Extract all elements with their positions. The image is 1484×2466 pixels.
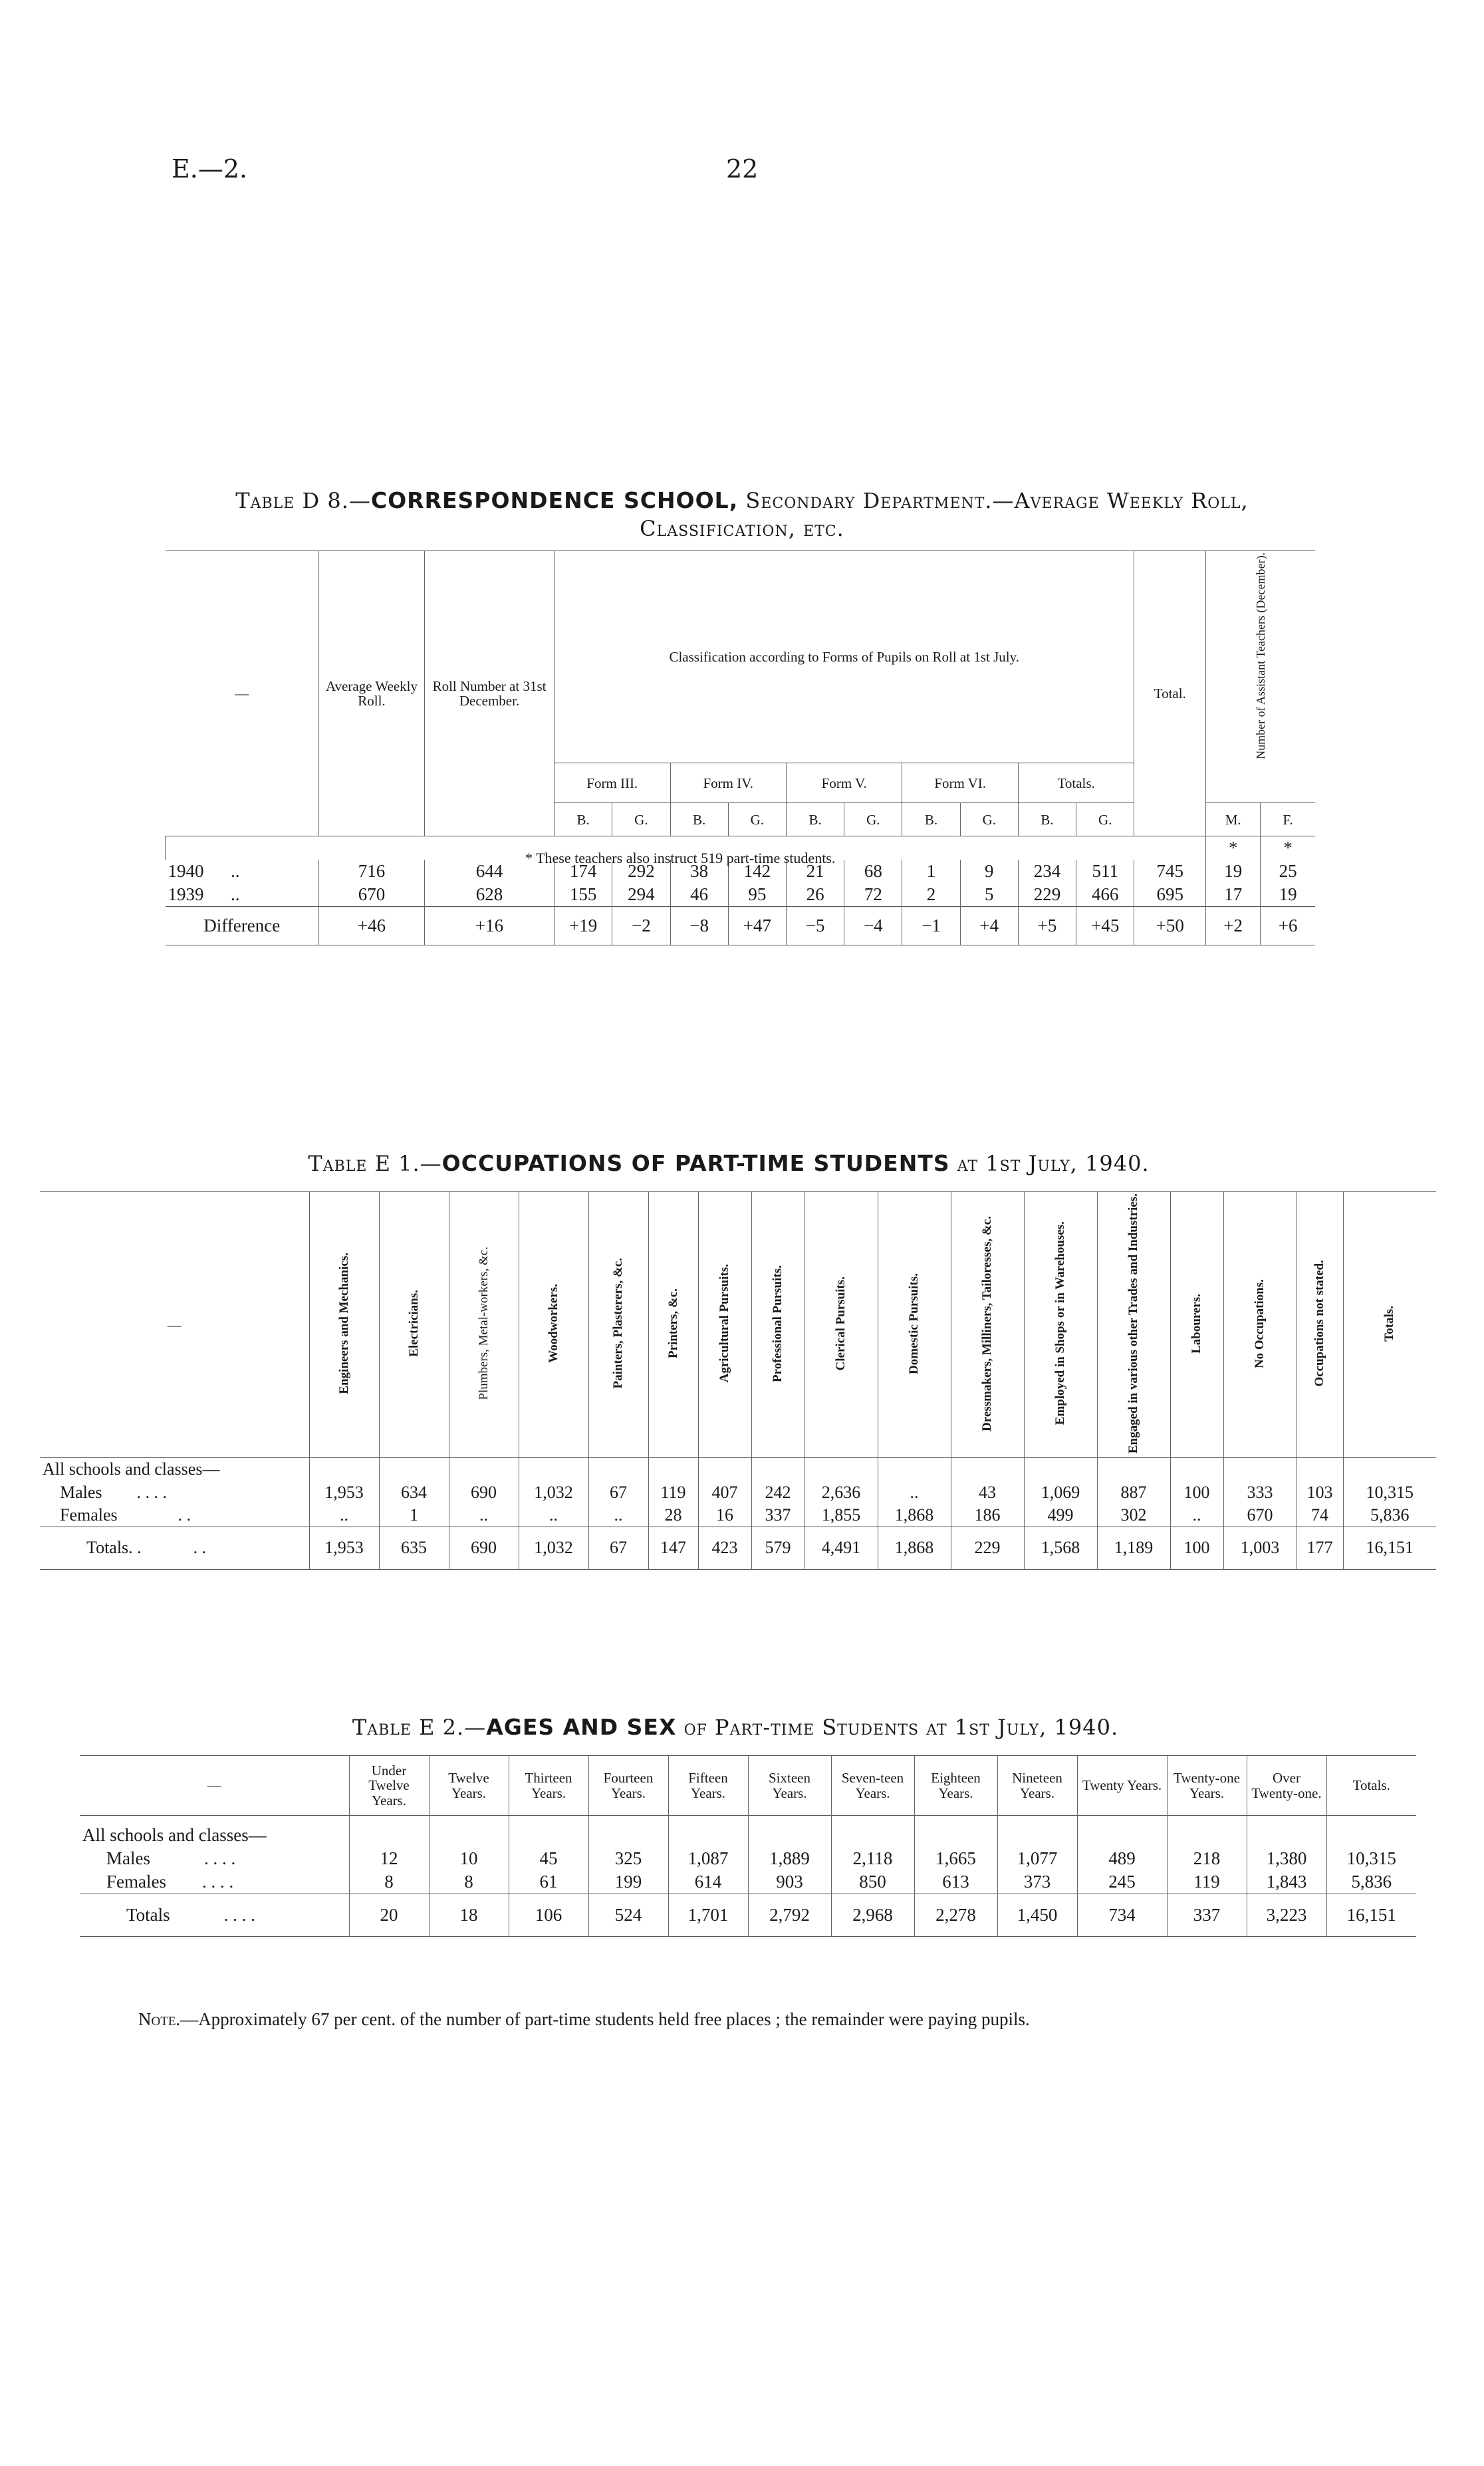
e1-header-not-stated: Occupations not stated. (1297, 1192, 1343, 1458)
e1-cell: 579 (751, 1527, 804, 1569)
e2-header-totals: Totals. (1326, 1756, 1416, 1816)
d8-cell: 292 (612, 860, 670, 883)
e2-cell: 199 (588, 1870, 668, 1894)
e2-header-blank: — (207, 1777, 221, 1794)
e1-header-blank: — (167, 1316, 182, 1333)
e1-cell: 337 (751, 1504, 804, 1527)
e1-cell: 5,836 (1343, 1504, 1436, 1527)
e2-cell: 2,278 (914, 1894, 997, 1937)
d8-cell: 25 (1261, 860, 1315, 883)
e1-header-no-occupations: No Occupations. (1223, 1192, 1297, 1458)
d8-cell: +47 (728, 907, 786, 945)
d8-cell: −1 (902, 907, 960, 945)
d8-cell: −2 (612, 907, 670, 945)
e2-cell: 5,836 (1326, 1870, 1416, 1894)
e1-header-professional: Professional Pursuits. (751, 1192, 804, 1458)
d8-cell: 716 (318, 860, 424, 883)
e2-header-thirteen: Thirteen Years. (509, 1756, 588, 1816)
e1-cell: 28 (648, 1504, 698, 1527)
e2-cell: 903 (748, 1870, 831, 1894)
d8-cell: +2 (1206, 907, 1261, 945)
d8-cell: 2 (902, 883, 960, 907)
d8-cell: 229 (1018, 883, 1076, 907)
table-e1 (40, 1191, 1436, 1570)
e2-cell: 8 (429, 1870, 509, 1894)
e2-cell: 18 (429, 1894, 509, 1937)
d8-header-teachers-spacer (1206, 763, 1315, 803)
e2-cell: 1,450 (997, 1894, 1077, 1937)
d8-header-m: M. (1206, 803, 1261, 836)
e2-cell: 1,077 (997, 1847, 1077, 1870)
e2-cell: 850 (831, 1870, 914, 1894)
e1-cell: 423 (698, 1527, 751, 1569)
d8-header-b: B. (786, 803, 844, 836)
e2-row-label: Totals . . . . (126, 1905, 255, 1925)
e1-cell: .. (519, 1504, 588, 1527)
d8-cell: +6 (1261, 907, 1315, 945)
e2-cell: 106 (509, 1894, 588, 1937)
e1-cell: 100 (1170, 1527, 1223, 1569)
d8-cell: +19 (555, 907, 612, 945)
d8-cell: 695 (1134, 883, 1206, 907)
e2-cell: 524 (588, 1894, 668, 1937)
d8-cell: 17 (1206, 883, 1261, 907)
e2-header-nineteen: Nineteen Years. (997, 1756, 1077, 1816)
e1-cell: 690 (449, 1527, 519, 1569)
d8-header-teachers: Number of Assistant Teachers (December). (1206, 551, 1315, 763)
d8-header-b: B. (555, 803, 612, 836)
e1-cell: 635 (379, 1527, 449, 1569)
d8-header-form-v: Form V. (786, 763, 902, 803)
e2-header-seventeen: Seven-teen Years. (831, 1756, 914, 1816)
d8-header-totals: Totals. (1018, 763, 1134, 803)
e1-cell: .. (1170, 1504, 1223, 1527)
d8-cell: 72 (844, 883, 902, 907)
e2-cell: 218 (1167, 1847, 1247, 1870)
d8-cell: 670 (318, 883, 424, 907)
e1-cell: 1,855 (804, 1504, 878, 1527)
e2-header-fifteen: Fifteen Years. (668, 1756, 748, 1816)
e1-cell: 2,636 (804, 1481, 878, 1504)
d8-cell: 19 (1206, 860, 1261, 883)
e1-cell: 177 (1297, 1527, 1343, 1569)
e1-cell: 670 (1223, 1504, 1297, 1527)
e2-cell: 1,843 (1247, 1870, 1326, 1894)
e2-cell: 1,701 (668, 1894, 748, 1937)
e1-header-engineers: Engineers and Mechanics. (309, 1192, 379, 1458)
d8-header-g: G. (612, 803, 670, 836)
e2-cell: 1,889 (748, 1847, 831, 1870)
d8-cell: +46 (318, 907, 424, 945)
e1-cell: 67 (588, 1527, 648, 1569)
e2-cell: 8 (349, 1870, 429, 1894)
d8-header-f: F. (1261, 803, 1315, 836)
e1-header-various-trades: Engaged in various other Trades and Industries. (1097, 1192, 1170, 1458)
e2-cell: 20 (349, 1894, 429, 1937)
d8-header-g: G. (960, 803, 1018, 836)
e1-cell: .. (309, 1504, 379, 1527)
e1-cell: 74 (1297, 1504, 1343, 1527)
d8-cell: 95 (728, 883, 786, 907)
e1-cell: 1,032 (519, 1527, 588, 1569)
e1-header-dressmakers: Dressmakers, Milliners, Tailoresses, &c. (951, 1192, 1024, 1458)
d8-asterisk-f: * (1261, 836, 1315, 860)
e2-cell: 245 (1077, 1870, 1167, 1894)
table-e2-title: Table E 2.—AGES AND SEX of Part-time Students at 1st July, 1940. (352, 1714, 1119, 1740)
e2-header-eighteen: Eighteen Years. (914, 1756, 997, 1816)
table-e1-title: Table E 1.—OCCUPATIONS OF PART-TIME STUDENTS at 1st July, 1940. (308, 1150, 1150, 1176)
e1-cell: 407 (698, 1481, 751, 1504)
e2-cell: 337 (1167, 1894, 1247, 1937)
e2-cell: 613 (914, 1870, 997, 1894)
e2-cell: 61 (509, 1870, 588, 1894)
d8-cell: 1 (902, 860, 960, 883)
d8-cell: 46 (670, 883, 728, 907)
d8-footnote: * These teachers also instruct 519 part-time students. (525, 850, 836, 866)
e1-group-label: All schools and classes— (43, 1459, 220, 1479)
d8-header-form-vi: Form VI. (902, 763, 1018, 803)
e1-cell: 1,953 (309, 1527, 379, 1569)
d8-header-average-weekly-roll: Average Weekly Roll. (318, 551, 424, 836)
e2-row-label: Males . . . . (106, 1848, 236, 1868)
e1-cell: 1 (379, 1504, 449, 1527)
d8-asterisk-m: * (1206, 836, 1261, 860)
e2-header-under-twelve: Under Twelve Years. (349, 1756, 429, 1816)
e2-cell: 1,380 (1247, 1847, 1326, 1870)
e1-cell: 103 (1297, 1481, 1343, 1504)
e1-cell: 634 (379, 1481, 449, 1504)
d8-cell: 5 (960, 883, 1018, 907)
e2-header-sixteen: Sixteen Years. (748, 1756, 831, 1816)
d8-cell: +45 (1076, 907, 1134, 945)
e1-cell: 1,568 (1024, 1527, 1097, 1569)
d8-row-label: 1939 .. (168, 884, 240, 905)
e1-row-label: Totals. . . . (86, 1538, 207, 1558)
d8-cell: 26 (786, 883, 844, 907)
e1-header-shops: Employed in Shops or in Warehouses. (1024, 1192, 1097, 1458)
d8-header-form-iv: Form IV. (670, 763, 786, 803)
d8-cell: 19 (1261, 883, 1315, 907)
e1-cell: 10,315 (1343, 1481, 1436, 1504)
d8-cell: 38 (670, 860, 728, 883)
e1-header-totals: Totals. (1343, 1192, 1436, 1458)
e1-header-labourers: Labourers. (1170, 1192, 1223, 1458)
d8-header-blank: — (235, 685, 249, 702)
e1-cell: 186 (951, 1504, 1024, 1527)
d8-cell: 294 (612, 883, 670, 907)
e2-note: Note.—Approximately 67 per cent. of the number of part-time students held free places ; the remainder were paying pupils. (138, 2009, 1030, 2029)
e1-cell: .. (588, 1504, 648, 1527)
e1-header-woodworkers: Woodworkers. (519, 1192, 588, 1458)
e1-cell: 16,151 (1343, 1527, 1436, 1569)
d8-header-classification: Classification according to Forms of Pupils on Roll at 1st July. (555, 551, 1134, 763)
e2-cell: 12 (349, 1847, 429, 1870)
e1-cell: 887 (1097, 1481, 1170, 1504)
d8-cell: 745 (1134, 860, 1206, 883)
e1-row-label: Males . . . . (60, 1482, 168, 1502)
e1-cell: .. (878, 1481, 951, 1504)
d8-cell: 68 (844, 860, 902, 883)
table-d8-title: Table D 8.—CORRESPONDENCE SCHOOL, Secondary Department.—Average Weekly Roll, (235, 487, 1249, 513)
e2-header-over-twenty-one: Over Twenty-one. (1247, 1756, 1326, 1816)
e1-cell: 1,032 (519, 1481, 588, 1504)
e2-header-twelve: Twelve Years. (429, 1756, 509, 1816)
e1-cell: 43 (951, 1481, 1024, 1504)
e2-group-label: All schools and classes— (82, 1825, 267, 1845)
e1-cell: .. (449, 1504, 519, 1527)
e2-cell: 10 (429, 1847, 509, 1870)
e2-header-twenty: Twenty Years. (1077, 1756, 1167, 1816)
d8-header-b: B. (1018, 803, 1076, 836)
d8-cell: 511 (1076, 860, 1134, 883)
e1-row-label: Females . . (60, 1505, 191, 1525)
e1-cell: 147 (648, 1527, 698, 1569)
e1-cell: 690 (449, 1481, 519, 1504)
e1-header-plumbers: Plumbers, Metal-workers, &c. (449, 1192, 519, 1458)
e2-cell: 1,665 (914, 1847, 997, 1870)
e1-cell: 302 (1097, 1504, 1170, 1527)
d8-header-b: B. (902, 803, 960, 836)
d8-cell: 155 (555, 883, 612, 907)
e1-header-painters: Painters, Plasterers, &c. (588, 1192, 648, 1458)
d8-cell: +5 (1018, 907, 1076, 945)
e1-cell: 242 (751, 1481, 804, 1504)
e2-cell: 45 (509, 1847, 588, 1870)
d8-row-label: Difference (203, 916, 281, 936)
d8-header-b: B. (670, 803, 728, 836)
table-d8-title-line2: Classification, etc. (640, 516, 844, 541)
e2-cell: 325 (588, 1847, 668, 1870)
e1-header-electricians: Electricians. (379, 1192, 449, 1458)
e1-cell: 1,953 (309, 1481, 379, 1504)
e2-cell: 119 (1167, 1870, 1247, 1894)
table-e2 (80, 1755, 1416, 1937)
table-d8 (165, 551, 1315, 945)
d8-cell: 628 (425, 883, 555, 907)
e1-cell: 1,189 (1097, 1527, 1170, 1569)
d8-header-g: G. (844, 803, 902, 836)
d8-header-roll-number: Roll Number at 31st December. (425, 551, 555, 836)
e1-cell: 119 (648, 1481, 698, 1504)
d8-cell: 142 (728, 860, 786, 883)
d8-cell: −4 (844, 907, 902, 945)
d8-cell: −5 (786, 907, 844, 945)
e1-cell: 229 (951, 1527, 1024, 1569)
e1-cell: 1,003 (1223, 1527, 1297, 1569)
e1-cell: 16 (698, 1504, 751, 1527)
d8-cell: 9 (960, 860, 1018, 883)
d8-header-g: G. (728, 803, 786, 836)
e2-cell: 489 (1077, 1847, 1167, 1870)
e2-cell: 3,223 (1247, 1894, 1326, 1937)
d8-cell: 174 (555, 860, 612, 883)
e1-header-printers: Printers, &c. (648, 1192, 698, 1458)
e2-cell: 614 (668, 1870, 748, 1894)
e1-cell: 333 (1223, 1481, 1297, 1504)
e2-cell: 2,118 (831, 1847, 914, 1870)
d8-cell: +16 (425, 907, 555, 945)
e1-cell: 499 (1024, 1504, 1097, 1527)
e1-header-domestic: Domestic Pursuits. (878, 1192, 951, 1458)
e2-cell: 373 (997, 1870, 1077, 1894)
d8-cell: +50 (1134, 907, 1206, 945)
e1-header-agricultural: Agricultural Pursuits. (698, 1192, 751, 1458)
e2-header-twenty-one: Twenty-one Years. (1167, 1756, 1247, 1816)
d8-cell: 234 (1018, 860, 1076, 883)
e2-cell: 16,151 (1326, 1894, 1416, 1937)
e2-cell: 2,968 (831, 1894, 914, 1937)
d8-header-total: Total. (1134, 551, 1206, 836)
e2-cell: 2,792 (748, 1894, 831, 1937)
d8-row-label: 1940 .. (168, 861, 240, 882)
d8-header-form-iii: Form III. (555, 763, 670, 803)
e2-cell: 10,315 (1326, 1847, 1416, 1870)
e2-cell: 734 (1077, 1894, 1167, 1937)
e1-cell: 1,868 (878, 1527, 951, 1569)
d8-header-g: G. (1076, 803, 1134, 836)
e2-row-label: Females . . . . (106, 1872, 234, 1892)
page-number: 22 (726, 154, 759, 184)
e1-cell: 100 (1170, 1481, 1223, 1504)
e2-cell: 1,087 (668, 1847, 748, 1870)
d8-cell: 466 (1076, 883, 1134, 907)
d8-cell: +4 (960, 907, 1018, 945)
e1-cell: 1,868 (878, 1504, 951, 1527)
d8-cell: 644 (425, 860, 555, 883)
e2-header-fourteen: Fourteen Years. (588, 1756, 668, 1816)
e1-cell: 67 (588, 1481, 648, 1504)
e1-cell: 4,491 (804, 1527, 878, 1569)
page-reference: E.—2. (172, 154, 248, 184)
d8-cell: 21 (786, 860, 844, 883)
d8-cell: −8 (670, 907, 728, 945)
e1-cell: 1,069 (1024, 1481, 1097, 1504)
e1-header-clerical: Clerical Pursuits. (804, 1192, 878, 1458)
